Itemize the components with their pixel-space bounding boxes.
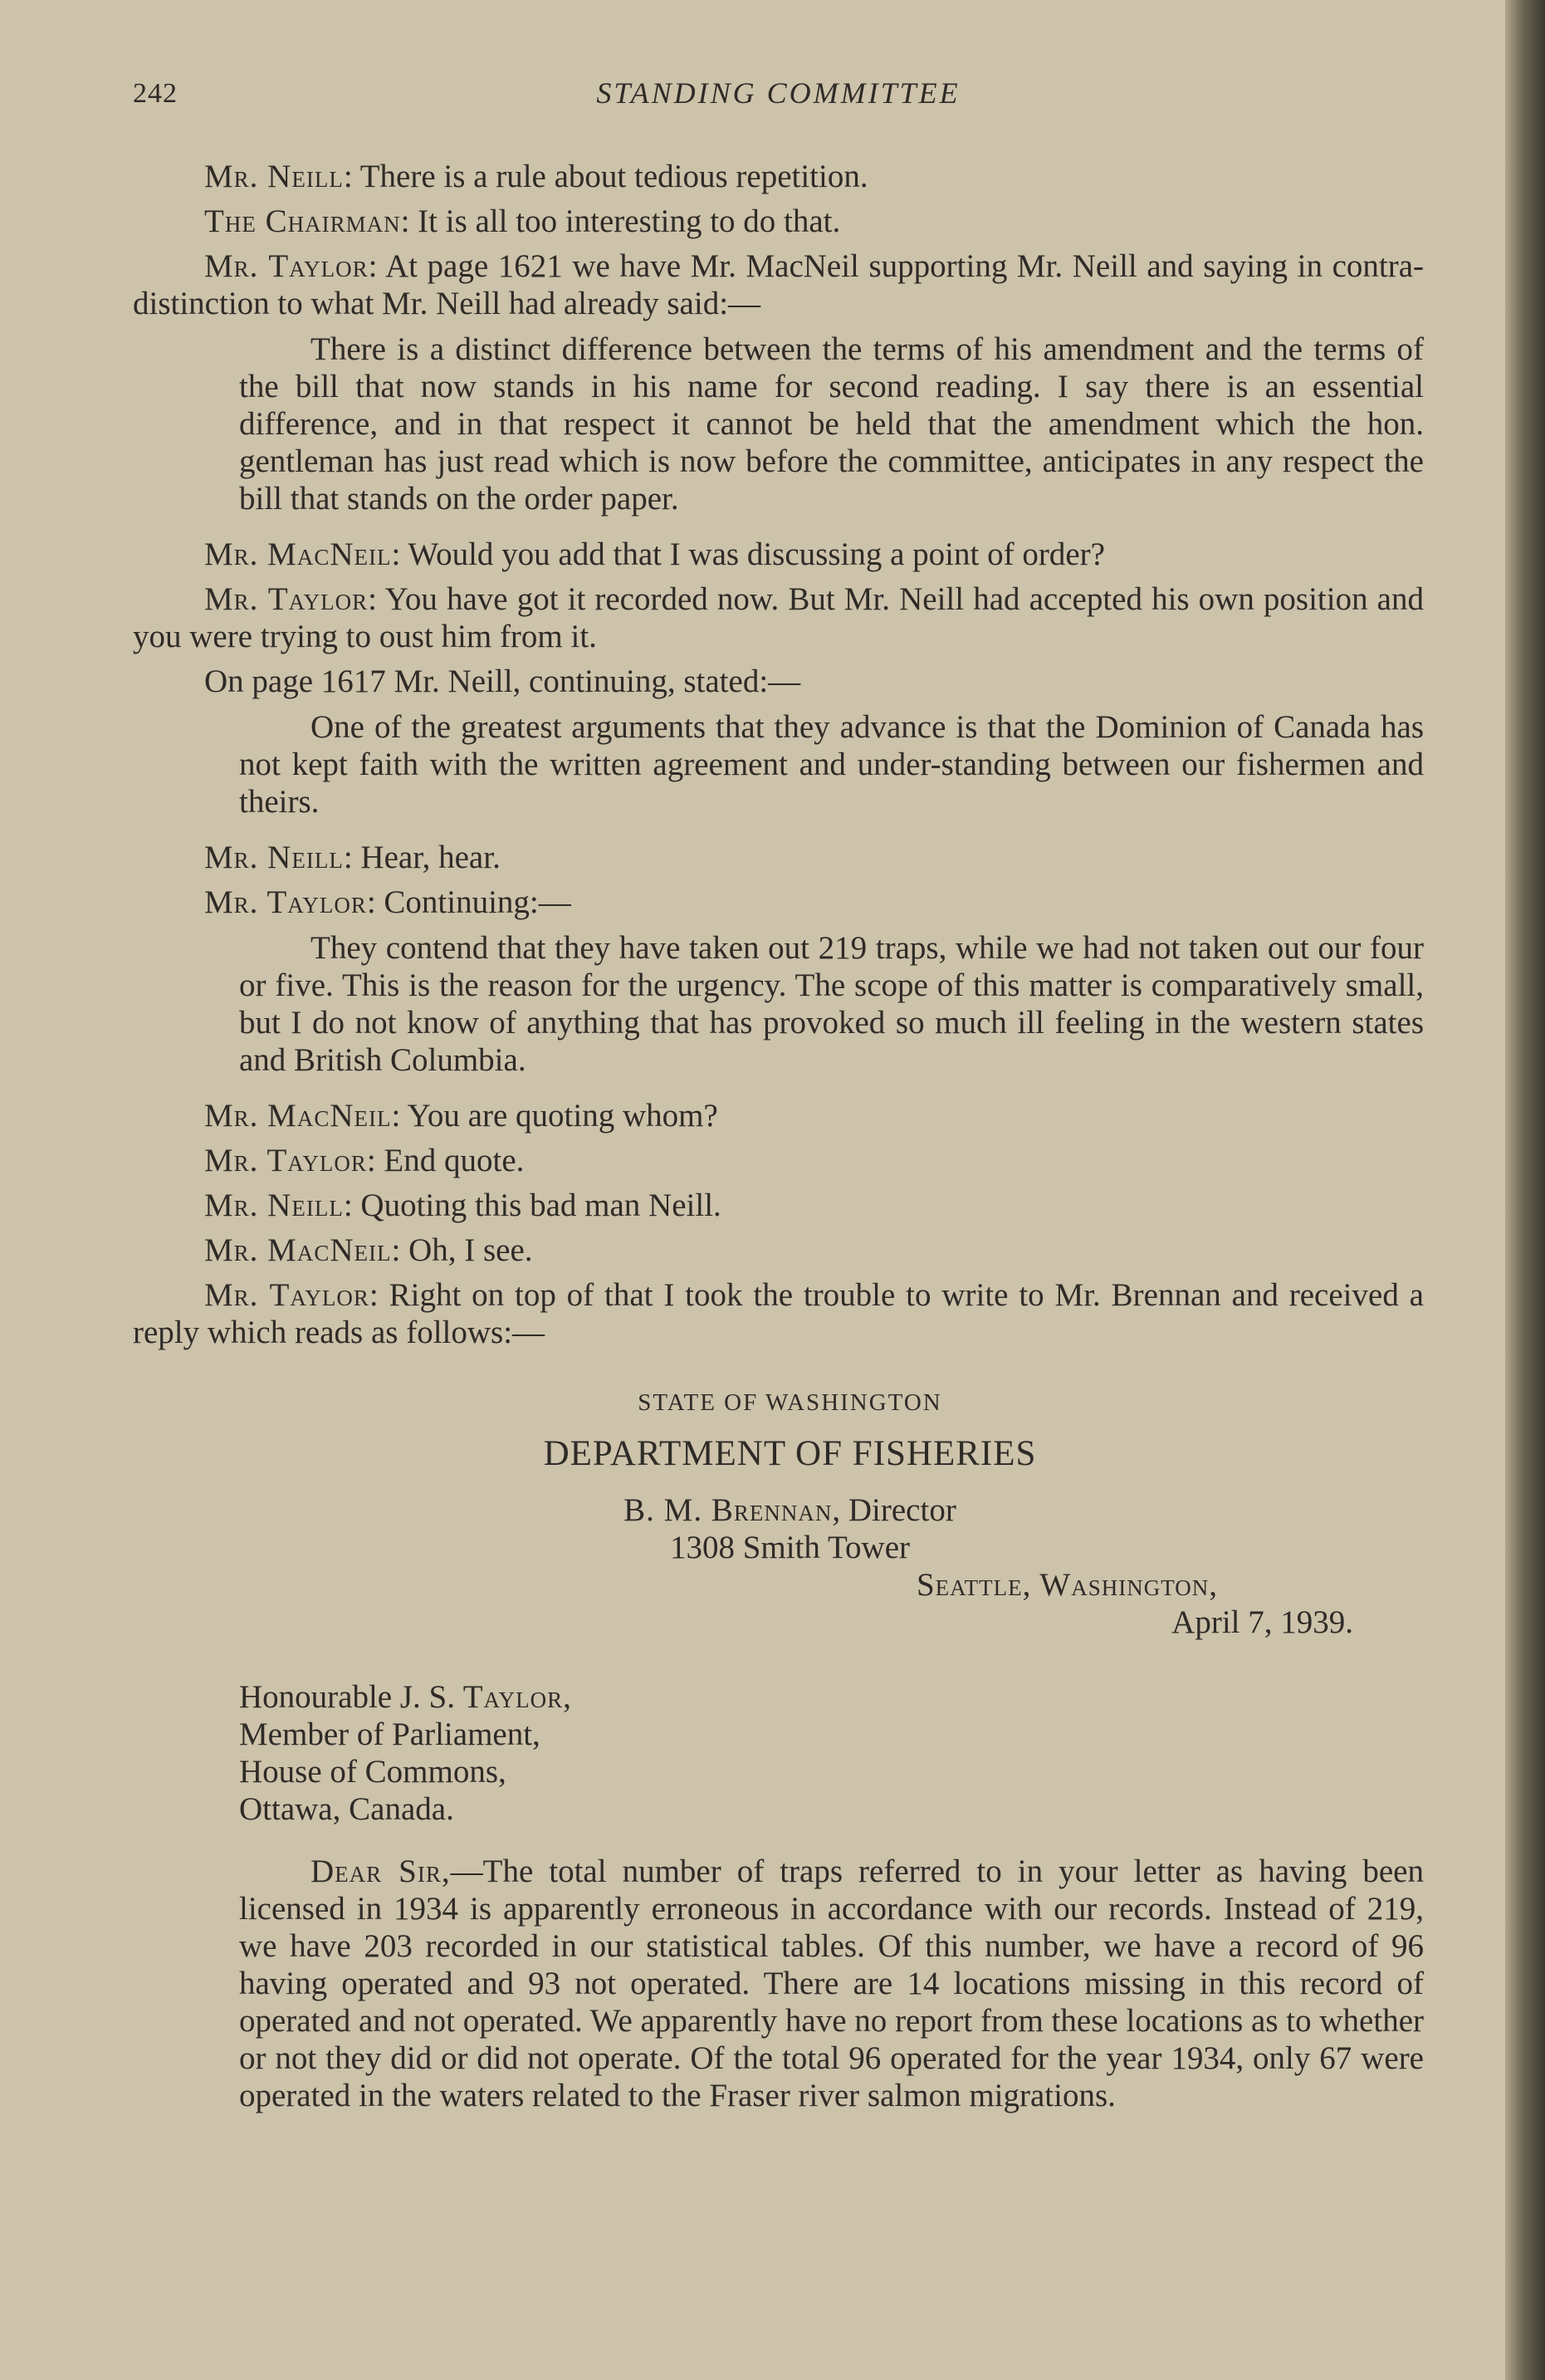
speech-text: : Hear, hear. — [343, 840, 501, 875]
speaker-name: Mr. Neill — [204, 159, 344, 194]
speaker-name: Mr. MacNeil — [204, 536, 392, 572]
speaker-name: Mr. Taylor — [204, 1143, 367, 1178]
speech-paragraph — [133, 580, 1424, 655]
addressee-prefix: Honourable J. S. — [239, 1679, 463, 1715]
addressee-surname: Taylor, — [462, 1679, 572, 1715]
speech-text: : Oh, I see. — [391, 1232, 533, 1268]
speaker-name: Mr. MacNeil — [204, 1098, 392, 1134]
letterhead-director — [133, 1491, 1424, 1529]
director-title: , Director — [832, 1492, 956, 1528]
letter-body-text: —The total number of traps referred to in your letter as having been licensed in 1934 is apparently erroneous in accordance with our records. Instead of 219, we have 203 recorded in our statistical tables. Of this number, we have a record of 96 having operated and 93 not operated. There are 14 locations missing in this record of operated and not operated. We apparently have no report from these locations as to whether or not they did or did not operate. Of the total 96 operated for the year 1934, only 67 were operated in the waters related to the Fraser river salmon migrations. — [239, 1854, 1424, 2113]
page-number: 242 — [133, 78, 178, 109]
letter-addressee — [239, 1678, 1424, 1828]
narration-text: On page 1617 Mr. Neill, continuing, stated:— — [204, 664, 801, 699]
page-content — [133, 75, 1424, 2114]
speech-text: : There is a rule about tedious repetition. — [343, 159, 868, 194]
speech-text: : At page 1621 we have Mr. MacNeil supporting Mr. Neill and saying in contra-distinction to what Mr. Neill had already said:— — [133, 248, 1424, 321]
speaker-name: Mr. Taylor — [204, 1277, 369, 1313]
speaker-name: Mr. MacNeil — [204, 1232, 392, 1268]
director-name: B. M. Brennan — [623, 1492, 833, 1528]
page-header — [133, 75, 1424, 125]
speech-paragraph — [133, 1187, 1424, 1224]
speech-paragraph — [133, 884, 1424, 921]
speech-text: : Right on top of that I took the trouble to write to Mr. Brennan and received a reply which reads as follows:— — [133, 1277, 1424, 1350]
speech-paragraph — [133, 203, 1424, 240]
letter-date: April 7, 1939. — [1171, 1604, 1353, 1640]
speaker-name: The Chairman — [204, 203, 401, 239]
letterhead-state: STATE OF WASHINGTON — [638, 1389, 942, 1416]
block-quote: They contend that they have taken out 219 traps, while we had not taken out our four or five. This is the reason for the urgency. The scope of this matter is comparatively small, but I do not know of anything that has provoked so much ill feeling in the western states and British Columbia. — [239, 930, 1424, 1078]
narration-paragraph — [133, 663, 1424, 700]
speech-paragraph — [133, 1232, 1424, 1269]
speech-paragraph — [133, 839, 1424, 876]
speech-text: : It is all too interesting to do that. — [400, 203, 841, 239]
speech-text: : Would you add that I was discussing a point of order? — [391, 536, 1105, 572]
speech-paragraph — [133, 247, 1424, 322]
speech-text: : End quote. — [366, 1143, 525, 1178]
book-spine-shadow — [1505, 0, 1545, 2380]
addressee-line: House of Commons, — [239, 1754, 506, 1790]
speech-paragraph — [133, 1142, 1424, 1179]
speech-text: : Quoting this bad man Neill. — [343, 1188, 721, 1223]
letterhead — [133, 1384, 1424, 1641]
letterhead-address: 1308 Smith Tower — [669, 1530, 911, 1565]
letterhead-city: Seattle, Washington, — [916, 1567, 1218, 1603]
speech-text: : Continuing:— — [366, 884, 571, 920]
speaker-name: Mr. Taylor — [204, 581, 369, 617]
speaker-name: Mr. Neill — [204, 840, 344, 875]
speech-paragraph — [133, 1276, 1424, 1351]
speech-text: : You are quoting whom? — [391, 1098, 718, 1134]
speech-paragraph — [133, 536, 1424, 573]
addressee-line: Ottawa, Canada. — [239, 1791, 454, 1827]
addressee-line: Member of Parliament, — [239, 1716, 540, 1752]
speaker-name: Mr. Taylor — [204, 884, 367, 920]
running-head: STANDING COMMITTEE — [596, 76, 961, 110]
speaker-name: Mr. Taylor — [204, 248, 369, 284]
speech-paragraph — [133, 1097, 1424, 1134]
block-quote: One of the greatest arguments that they advance is that the Dominion of Canada has not kept faith with the written agreement and under-standing between our fishermen and theirs. — [239, 709, 1424, 820]
speaker-name: Mr. Neill — [204, 1188, 344, 1223]
block-quote: There is a distinct difference between the terms of his amendment and the terms of the bill that now stands in his name for second reading. I say there is an essential difference, and in that respect it cannot be held that the amendment which the hon. gentleman has just read which is now before the committee, anticipates in any respect the bill that stands on the order paper. — [239, 331, 1424, 517]
letterhead-department: DEPARTMENT OF FISHERIES — [543, 1434, 1037, 1473]
addressee-line — [239, 1678, 1424, 1716]
speech-text: : You have got it recorded now. But Mr. Neill had accepted his own position and you were trying to oust him from it. — [133, 581, 1424, 654]
letter-salutation: Dear Sir, — [310, 1854, 451, 1889]
speech-paragraph — [133, 158, 1424, 195]
letter-body — [239, 1853, 1424, 2114]
